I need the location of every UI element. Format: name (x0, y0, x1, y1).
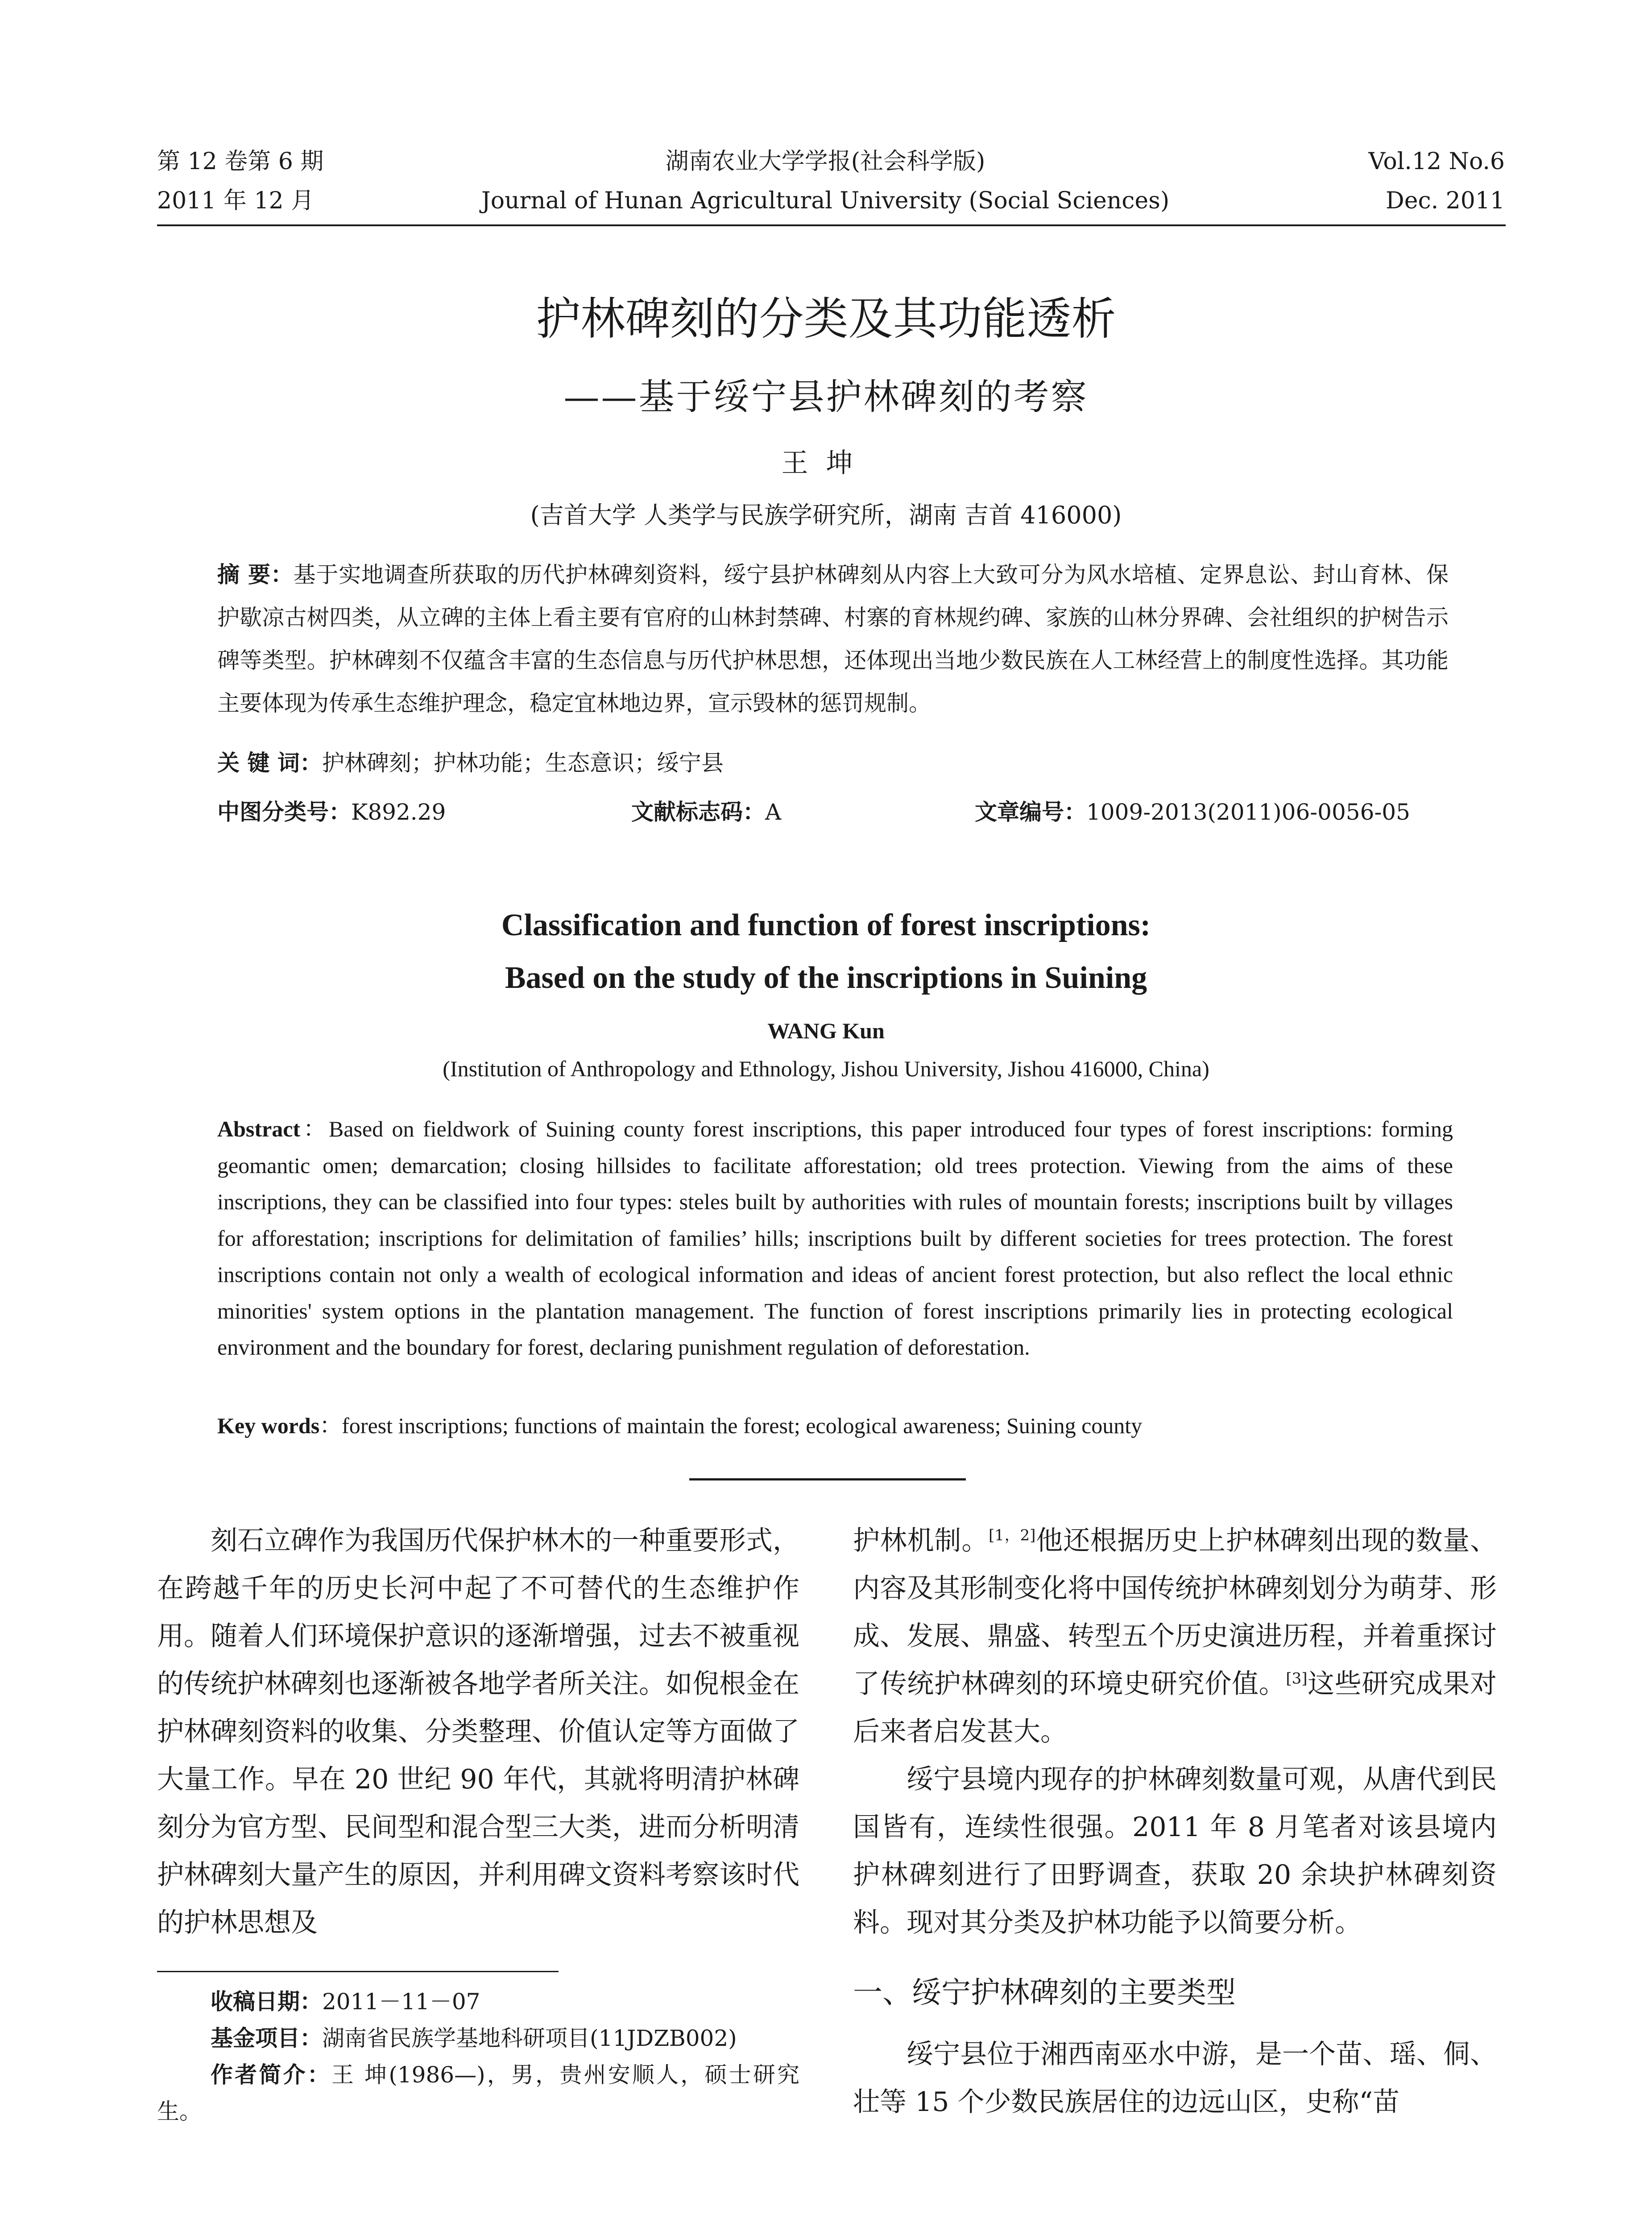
abstract-en-text: Based on fieldwork of Suining county forest inscriptions, this paper introduced four types of forest inscriptions: forming geomantic omen; demarcation; closing hillsides to facilitate afforestation; old trees protection. Viewing from the aims of these inscriptions, they can be classified into four types: steles built by authorities with rules of mountain forests; inscriptions built by villages for afforestation; inscriptions for delimitation of families’ hills; inscriptions built by different societies for trees protection. The forest inscriptions contain not only a wealth of ecological information and ideas of ancient forest protection, but also reflect the local ethnic minorities' system options in the plantation management. The function of forest inscriptions primarily lies in protecting ecological environment and the boundary for forest, declaring punishment regulation of deforestation. (217, 1116, 1453, 1360)
keywords-cn (217, 747, 724, 779)
keywords-en-text: forest inscriptions; functions of maintain the forest; ecological awareness; Suining county (342, 1413, 1143, 1438)
article-number-label: 文章编号： (975, 799, 1086, 825)
clc-label: 中图分类号： (217, 799, 351, 825)
citation-ref: [3] (1286, 1670, 1308, 1688)
footnote-fund-value: 湖南省民族学基地科研项目(11JDZB002) (322, 2025, 737, 2051)
footnote-author (157, 2057, 799, 2130)
subtitle-cn: ——基于绥宁县护林碑刻的考察 (563, 376, 1089, 418)
body-text-segment: 他还根据历史上护林碑刻出现的数量、内容及其形制变化将中国传统护林碑刻划分为萌芽、形成、发展、鼎盛、转型五个历史演进历程，并着重探讨了传统护林碑刻的环境史研究价值。 (853, 1525, 1497, 1700)
document-code (631, 796, 781, 828)
section-heading: 一、绥宁护林碑刻的主要类型 (853, 1975, 1236, 2010)
footnote-received (157, 1983, 799, 2020)
clc-number (217, 796, 446, 828)
footnote-received-value: 2011－11－07 (322, 1989, 480, 2015)
footnote-author-label: 作者简介： (211, 2062, 331, 2088)
header-vol-no: Vol.12 No.6 (1368, 148, 1505, 175)
affiliation-en: (Institution of Anthropology and Ethnology, Jishou University, Jishou 416000, China) (443, 1056, 1209, 1081)
abstract-cn-label: 摘 要： (217, 562, 294, 588)
footnote-author-value: 王 坤(1986—)，男，贵州安顺人，硕士研究生。 (157, 2062, 800, 2124)
author-en: WANG Kun (767, 1018, 885, 1043)
keywords-en-sep: ： (319, 1413, 342, 1438)
body-right-column (853, 1517, 1497, 2126)
body-paragraph: 绥宁县境内现存的护林碑刻数量可观，从唐代到民国皆有，连续性很强。2011 年 8 月笔者对该县境内护林碑刻进行了田野调查，获取 20 余块护林碑刻资料。现对其分类及护林功能予以简要分析。 (853, 1764, 1497, 1938)
header-journal-en: Journal of Hunan Agricultural University (Social Sciences) (481, 187, 1170, 214)
clc-value: K892.29 (351, 799, 446, 825)
abstract-en-sep: ： (300, 1116, 329, 1141)
affiliation-cn: (吉首大学 人类学与民族学研究所，湖南 吉首 416000) (530, 501, 1122, 529)
header-rule (157, 224, 1506, 226)
keywords-en-label: Key words (217, 1413, 320, 1438)
footnote-fund-label: 基金项目： (211, 2025, 322, 2051)
abstract-cn (217, 553, 1449, 725)
document-code-value: A (765, 799, 782, 825)
body-paragraph: 绥宁县位于湘西南巫水中游，是一个苗、瑶、侗、壮等 15 个少数民族居住的边远山区，史称“苗 (853, 2039, 1497, 2118)
abstract-en-label: Abstract (217, 1116, 301, 1141)
body-paragraph-continued (853, 1517, 1497, 1756)
author-cn: 王坤 (781, 448, 871, 479)
header-volume: 第 12 卷第 6 期 (157, 148, 324, 175)
abstract-en (217, 1111, 1453, 1366)
abstract-cn-text: 基于实地调查所获取的历代护林碑刻资料，绥宁县护林碑刻从内容上大致可分为风水培植、定界息讼、封山育林、保护歇凉古树四类，从立碑的主体上看主要有官府的山林封禁碑、村寨的育林规约碑、家族的山林分界碑、会社组织的护树告示碑等类型。护林碑刻不仅蕴含丰富的生态信息与历代护林思想，还体现出当地少数民族在人工林经营上的制度性选择。其功能主要体现为传承生态维护理念，稳定宜林地边界，宣示毁林的惩罚规制。 (217, 562, 1449, 716)
body-paragraph: 刻石立碑作为我国历代保护林木的一种重要形式，在跨越千年的历史长河中起了不可替代的生态维护作用。随着人们环境保护意识的逐渐增强，过去不被重视的传统护林碑刻也逐渐被各地学者所关注。如倪根金在护林碑刻资料的收集、分类整理、价值认定等方面做了大量工作。早在 20 世纪 90 年代，其就将明清护林碑刻分为官方型、民间型和混合型三大类，进而分析明清护林碑刻大量产生的原因，并利用碑文资料考察该时代的护林思想及 (157, 1525, 799, 1938)
body-text-segment: 这些研究成果对后来者启发甚大。 (853, 1668, 1497, 1747)
article-number (975, 796, 1410, 828)
abstract-separator-rule (689, 1478, 966, 1480)
header-journal-cn: 湖南农业大学学报(社会科学版) (665, 148, 985, 175)
footnote-received-label: 收稿日期： (211, 1989, 322, 2015)
header-month-year: Dec. 2011 (1386, 187, 1505, 214)
header-date: 2011 年 12 月 (157, 187, 315, 214)
title-cn: 护林碑刻的分类及其功能透析 (536, 293, 1116, 345)
body-left-column (157, 1517, 799, 1947)
footnote-fund (157, 2020, 799, 2057)
footnote-rule (157, 1971, 559, 1972)
body-text-segment: 护林机制。 (853, 1525, 989, 1556)
keywords-en (217, 1408, 1453, 1444)
keywords-cn-text: 护林碑刻；护林功能；生态意识；绥宁县 (322, 750, 724, 776)
keywords-cn-label: 关 键 词： (217, 750, 322, 776)
document-code-label: 文献标志码： (631, 799, 765, 825)
article-number-value: 1009-2013(2011)06-0056-05 (1086, 799, 1410, 825)
footnotes (157, 1983, 799, 2130)
citation-ref: [1，2] (989, 1526, 1036, 1544)
title-en-line1: Classification and function of forest inscriptions: (501, 908, 1151, 942)
title-en-line2: Based on the study of the inscriptions in Suining (505, 961, 1147, 995)
